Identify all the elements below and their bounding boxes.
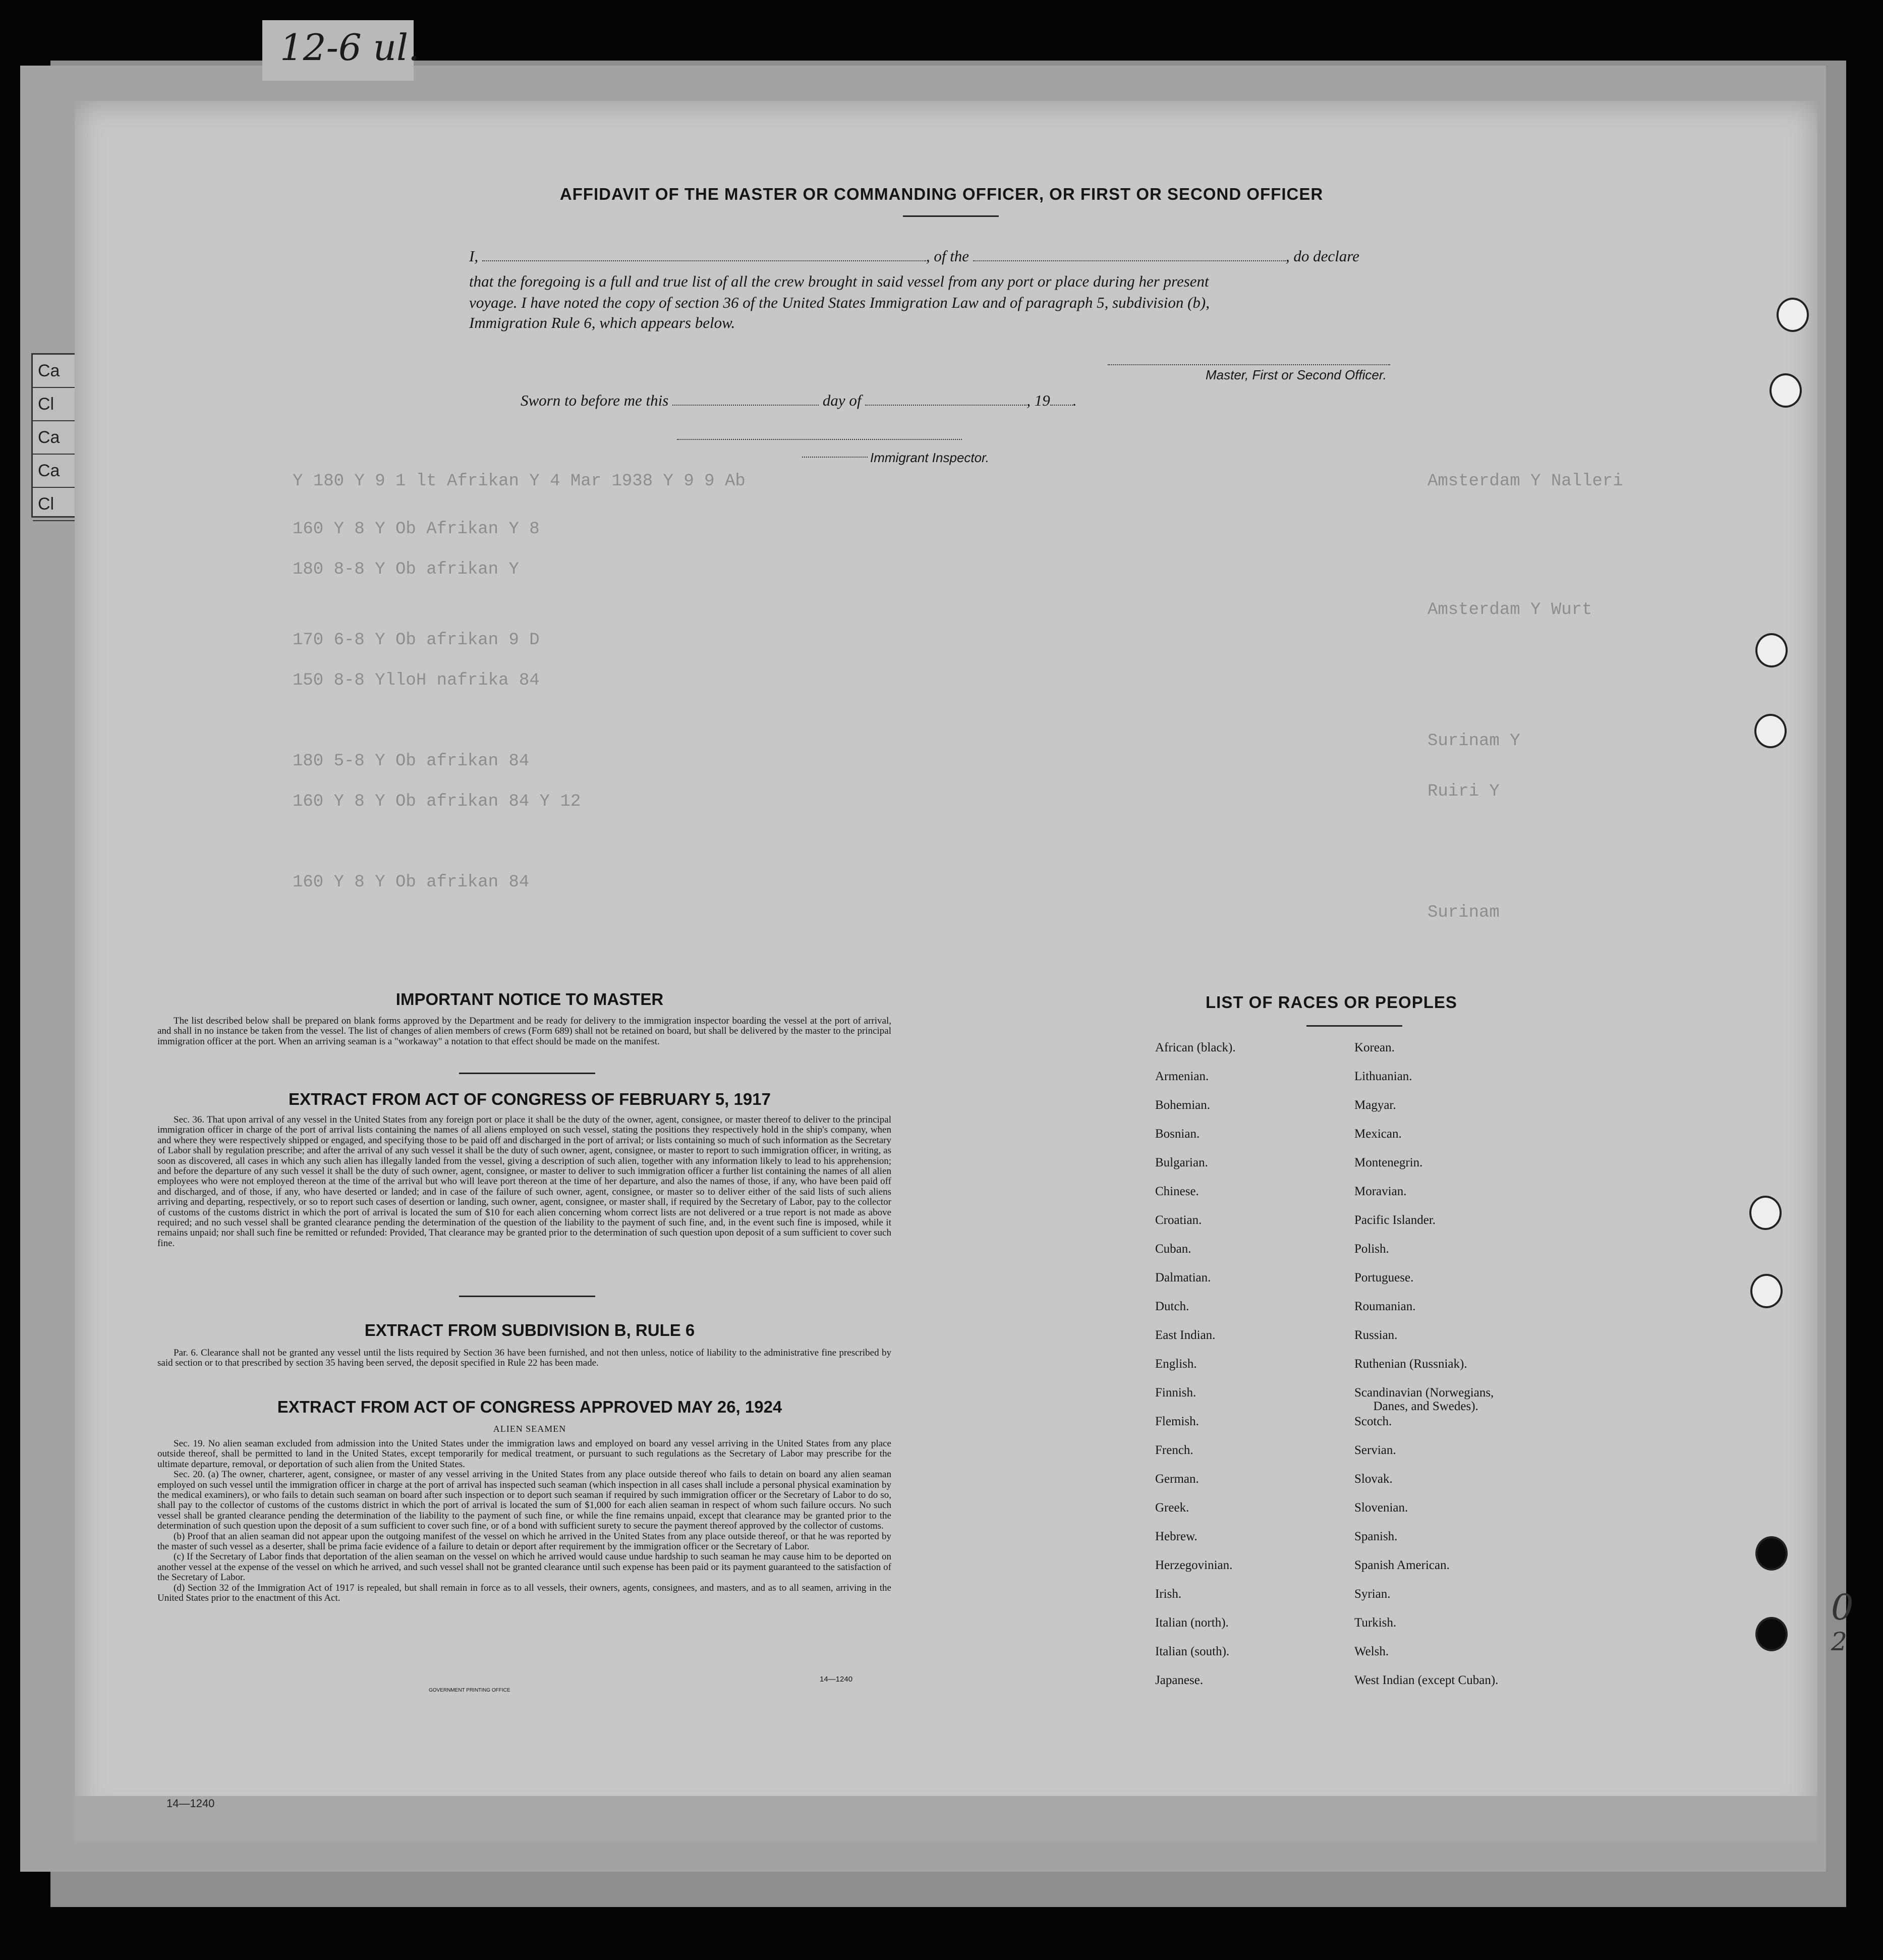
race-item: Irish. [1155, 1587, 1182, 1601]
race-item: Turkish. [1354, 1616, 1397, 1630]
race-item: Scandinavian (Norwegians, Danes, and Swedes). [1354, 1386, 1494, 1413]
bleed-through-text: Surinam Y [1428, 732, 1520, 751]
race-item: Flemish. [1155, 1415, 1199, 1428]
bleed-through-text: Ruiri Y [1428, 782, 1500, 801]
punch-hole [1755, 633, 1788, 667]
sheet-form-code: 14—1240 [166, 1797, 215, 1810]
race-item: Syrian. [1354, 1587, 1391, 1601]
punch-hole [1777, 298, 1809, 332]
margin-strip-row: Ca [33, 421, 93, 455]
margin-strip-row: Ca [33, 455, 93, 488]
race-item: Armenian. [1155, 1070, 1209, 1083]
margin-strip-row: Cl [33, 388, 93, 421]
race-item: Herzegovinian. [1155, 1558, 1233, 1572]
punch-hole [1749, 1196, 1782, 1230]
race-item: West Indian (except Cuban). [1354, 1673, 1499, 1687]
rule6-text [157, 1348, 891, 1369]
races-underline [1306, 1025, 1402, 1027]
race-item: Scotch. [1354, 1415, 1392, 1428]
rule6-paragraph: Par. 6. Clearance shall not be granted any vessel until the lists required by Section 36 have been furnished, and not then unless, notice of liability to the administrative fine prescribed by said section or to that prescribed by section 35 having been served, the deposit specified in Rule 22 has been made. [157, 1348, 891, 1369]
race-item: Finnish. [1155, 1386, 1196, 1399]
margin-note: 2 [1831, 1627, 1847, 1656]
race-item: East Indian. [1155, 1328, 1216, 1342]
race-item: Italian (south). [1155, 1645, 1230, 1658]
race-item: Montenegrin. [1354, 1156, 1423, 1169]
race-item: African (black). [1155, 1041, 1236, 1054]
race-item: Spanish. [1354, 1530, 1398, 1543]
race-item: Ruthenian (Russniak). [1354, 1357, 1467, 1371]
printer-imprint: GOVERNMENT PRINTING OFFICE [429, 1688, 510, 1693]
sworn-text: , 19 [1026, 391, 1050, 409]
notice-text [157, 1016, 891, 1047]
bleed-through-text: 160 Y 8 Y Ob Afrikan Y 8 [293, 520, 540, 539]
notice-title: IMPORTANT NOTICE TO MASTER [395, 990, 664, 1009]
sec20b-paragraph: (b) Proof that an alien seaman did not appear upon the outgoing manifest of the vessel on which he arrived in the United States from any place outside thereof, or that he was reported by the master of such vessel as a deserter, shall be prima facie evidence of a failure to detain or deport after requirement by the immigration officer or the Secretary of Labor. [157, 1531, 891, 1552]
race-item: Hebrew. [1155, 1530, 1197, 1543]
race-item: French. [1155, 1443, 1193, 1457]
race-item: Lithuanian. [1354, 1070, 1412, 1083]
notice-paragraph: The list described below shall be prepared on blank forms approved by the Department and be ready for delivery to the immigration inspector boarding the vessel at the port of arrival, and shall in no instance be taken from the vessel. The list of changes of alien members of crews (Form 689) shall not be retained on board, but shall be delivered by the master to the principal immigration officer at the port. When an arriving seaman is a "workaway" a notation to that effect should be made on the manifest. [157, 1016, 891, 1047]
form-number: 14—1240 [820, 1675, 853, 1684]
master-signature-field[interactable] [1108, 364, 1390, 365]
race-item: Italian (north). [1155, 1616, 1229, 1630]
race-item: Slovenian. [1354, 1501, 1408, 1515]
race-item: Chinese. [1155, 1185, 1199, 1198]
sec19-paragraph: Sec. 19. No alien seaman excluded from admission into the United States under the immigration laws and employed on board any vessel arriving in the United States from any place outside thereof, shall be permitted to land in the United States, except temporarily for medical treatment, or pursuant to such regulations as the Secretary of Labor may prescribe for the ultimate departure, removal, or deportation of such alien from the United States. [157, 1438, 891, 1470]
bleed-through-text: Surinam [1428, 903, 1500, 922]
section-rule [459, 1296, 595, 1297]
extract-1917-paragraph: Sec. 36. That upon arrival of any vessel in the United States from any foreign port or place it shall be the duty of the owner, agent, consignee, or master thereof to deliver to the principal immigration officer in charge of the port of arrival lists containing the names of all aliens employed on such vessel, stating the positions they respectively hold in the ship's company, when and where they were respectively shipped or engaged, and specifying those to be paid off and discharged in the port of arrival; or lists containing so much of such information as the Secretary of Labor shall by regulation prescribe; and after the arrival of any such vessel it shall be the duty of such owner, agent, consignee, or master to report to such immigration officer, in writing, as soon as discovered, all cases in which any such alien has illegally landed from the vessel, giving a description of such alien, together with any information likely to lead to his apprehension; and before the departure of any such vessel it shall be the duty of such owner, agent, consignee, or master to deliver to such immigration officer a further list containing the names of all alien employees who were not employed thereon at the time of the arrival but who will leave port thereon at the time of her departure, and also the names of those, if any, who have been paid off and discharged, and of those, if any, who have deserted or landed; and in case of the failure of such owner, agent, consignee, or master so to deliver either of the said lists of such aliens arriving and departing, respectively, or so to report such cases of desertion or landing, such owner, agent, consignee, or master shall, if required by the Secretary of Labor, pay to the collector of customs of the customs district in which the port of arrival is located the sum of $10 for each alien concerning whom correct lists are not delivered or a true report is not made as above required; and no such vessel shall be granted clearance pending the determination of the question of the liability to the payment of such fine, and, in the event such fine is imposed, while it remains unpaid; nor shall such fine be remitted or refunded: Provided, That clearance may be granted prior to the determination of such question upon deposit of a sum sufficient to cover such fine. [157, 1114, 891, 1249]
race-item: Bulgarian. [1155, 1156, 1208, 1169]
race-item: English. [1155, 1357, 1197, 1371]
race-item: Slovak. [1354, 1472, 1393, 1486]
race-item: Roumanian. [1354, 1300, 1416, 1313]
race-item: Pacific Islander. [1354, 1213, 1436, 1227]
margin-note: 0 [1831, 1587, 1854, 1628]
sworn-text: Sworn to before me this [521, 391, 669, 409]
sheet-bottom-edge [75, 1796, 1817, 1841]
affidavit-text: , of the [926, 247, 969, 265]
name-field[interactable] [482, 260, 926, 261]
race-item: Bosnian. [1155, 1127, 1200, 1141]
rule6-title: EXTRACT FROM SUBDIVISION B, RULE 6 [364, 1321, 695, 1339]
extract-1924-text [157, 1439, 891, 1604]
affidavit-text: that the foregoing is a full and true list of all the crew brought in said vessel from any port or place during her present [469, 272, 1209, 290]
affidavit-text: , do declare [1285, 247, 1359, 265]
punch-hole [1755, 1617, 1788, 1651]
race-item: Welsh. [1354, 1645, 1389, 1658]
master-signature-label: Master, First or Second Officer. [1206, 367, 1387, 382]
race-item: Servian. [1354, 1443, 1396, 1457]
race-item: Japanese. [1155, 1673, 1204, 1687]
sworn-day-field[interactable] [672, 405, 819, 406]
punch-hole [1754, 714, 1787, 748]
race-item: Magyar. [1354, 1098, 1396, 1112]
races-title: LIST OF RACES OR PEOPLES [1206, 993, 1457, 1012]
race-item: Mexican. [1354, 1127, 1402, 1141]
margin-strip-row: Cl [33, 488, 93, 521]
bleed-through-text: Amsterdam Y Wurt [1428, 600, 1592, 620]
race-item: Korean. [1354, 1041, 1395, 1054]
race-item: Portuguese. [1354, 1271, 1414, 1284]
race-item: Russian. [1354, 1328, 1398, 1342]
affidavit-title: AFFIDAVIT OF THE MASTER OR COMMANDING OFFICER, OR FIRST OR SECOND OFFICER [559, 185, 1324, 203]
bleed-through-text: 180 5-8 Y Ob afrikan 84 [293, 752, 530, 771]
bleed-through-text: 180 8-8 Y Ob afrikan Y [293, 560, 519, 579]
race-item: Dalmatian. [1155, 1271, 1211, 1284]
sworn-text: . [1072, 391, 1077, 409]
bleed-through-text: 150 8-8 YlloH nafrika 84 [293, 671, 540, 690]
bleed-through-text: Amsterdam Y Nalleri [1428, 472, 1623, 491]
bleed-through-text: 160 Y 8 Y Ob afrikan 84 Y 12 [293, 792, 581, 811]
title-underline [903, 215, 999, 217]
inspector-signature-field[interactable] [677, 439, 962, 440]
sworn-year-field[interactable] [1050, 405, 1073, 406]
sworn-month-field[interactable] [865, 405, 1026, 406]
affidavit-text: Immigration Rule 6, which appears below. [469, 314, 735, 331]
margin-strip-row: Ca [33, 355, 93, 388]
alien-seamen-subtitle: ALIEN SEAMEN [493, 1424, 566, 1434]
extract-1924-title: EXTRACT FROM ACT OF CONGRESS APPROVED MAY 26, 1924 [277, 1397, 782, 1416]
punch-hole [1755, 1536, 1788, 1571]
affidavit-text: I, [469, 247, 479, 265]
race-item: Croatian. [1155, 1213, 1202, 1227]
race-item: Bohemian. [1155, 1098, 1211, 1112]
affidavit-declaration-line [469, 247, 1359, 265]
sworn-text: day of [822, 391, 862, 409]
punch-hole [1750, 1274, 1783, 1308]
tab-handwritten-label: 12-6 ul. [280, 26, 420, 69]
extract-1917-text [157, 1115, 891, 1249]
race-item: German. [1155, 1472, 1199, 1486]
race-item: Dutch. [1155, 1300, 1189, 1313]
extract-1917-title: EXTRACT FROM ACT OF CONGRESS OF FEBRUARY 5, 1917 [289, 1090, 771, 1108]
vessel-field[interactable] [973, 260, 1286, 261]
sec20d-paragraph: (d) Section 32 of the Immigration Act of 1917 is repealed, but shall remain in force as to all vessels, their owners, agents, consignees, and masters, and as to all seamen, arriving in the United States prior to the enactment of this Act. [157, 1582, 891, 1604]
inspector-label: Immigrant Inspector. [870, 450, 990, 465]
bleed-through-text: 170 6-8 Y Ob afrikan 9 D [293, 631, 540, 650]
race-item: Moravian. [1354, 1185, 1407, 1198]
race-item: Polish. [1354, 1242, 1389, 1256]
race-item: Spanish American. [1354, 1558, 1450, 1572]
affidavit-text: voyage. I have noted the copy of section 36 of the United States Immigration Law and of paragraph 5, subdivision (b), [469, 294, 1210, 311]
race-item: Cuban. [1155, 1242, 1191, 1256]
sworn-line [521, 391, 1076, 410]
bleed-through-text: Y 180 Y 9 1 lt Afrikan Y 4 Mar 1938 Y 9 9 Ab [293, 472, 746, 491]
sec20a-paragraph: Sec. 20. (a) The owner, charterer, agent, consignee, or master of any vessel arriving in the United States from any place outside thereof who fails to detain on board any alien seaman employed on such vessel until the immigration officer in charge at the port of arrival has inspected such seaman (which inspection in all cases shall include a personal physical examination by the medical examiners), or who fails to detain such seaman on board after such inspection or to deport such seaman if required by such immigration officer or the Secretary of Labor to do so, shall pay to the collector of customs of the customs district in which the port of arrival is located the sum of $1,000 for each alien seaman in respect of whom such failure occurs. No such vessel shall be granted clearance pending the determination of the liability to the payment of such fine, or while the fine remains unpaid, except that clearance may be granted prior to the determination of such question upon the deposit of a sum sufficient to cover such fine, or of a bond with sufficient surety to secure the payment thereof approved by the collector of customs. [157, 1469, 891, 1532]
sec20c-paragraph: (c) If the Secretary of Labor finds that deportation of the alien seaman on the vessel on which he arrived would cause undue hardship to such seaman he may cause him to be deported on another vessel at the expense of the vessel on which he arrived, and such vessel shall not be granted clearance until such expense has been paid or its payment guaranteed to the satisfaction of the Secretary of Labor. [157, 1551, 891, 1583]
section-rule [459, 1073, 595, 1074]
punch-hole [1770, 373, 1802, 408]
inspector-leader-dots [802, 457, 868, 458]
race-item: Greek. [1155, 1501, 1189, 1515]
bleed-through-text: 160 Y 8 Y Ob afrikan 84 [293, 873, 530, 892]
